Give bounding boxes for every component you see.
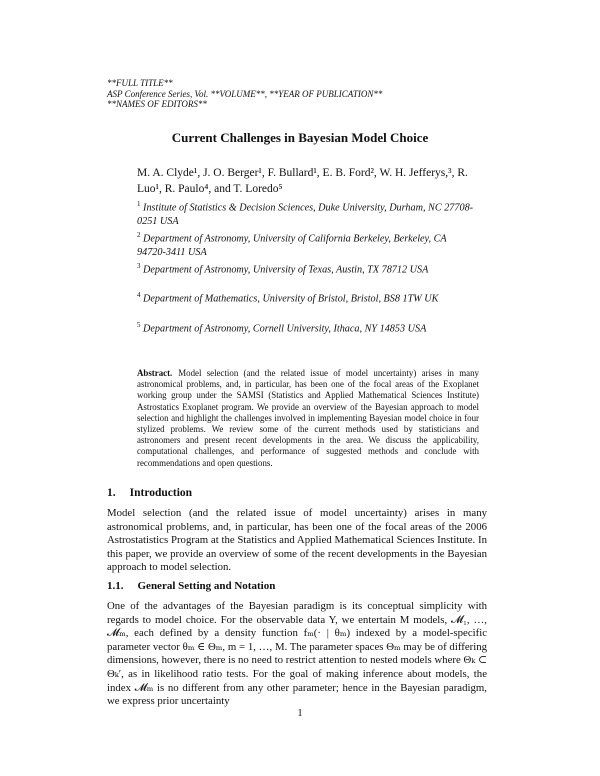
affiliation-text: Institute of Statistics & Decision Sciences, Duke University, Durham, NC 27708-0251 USA bbox=[137, 202, 474, 227]
abstract-label: Abstract. bbox=[137, 368, 173, 378]
abstract bbox=[137, 368, 479, 469]
section-heading-introduction bbox=[107, 487, 192, 499]
subsection-heading-general-setting bbox=[107, 580, 275, 592]
abstract-text: Model selection (and the related issue of model uncertainty) arises in many astronomical problems, and, in particular, has been one of the focal areas of the Exoplanet working group under the SAMSI (Statistics and Applied Mathematical Sciences Institute) Astrostatics Exoplanet program. We provide an overview of the Bayesian approach to model selection and highlight the challenges involved in implementing Bayesian model choice in four stylized problems. We review some of the current methods used by statisticians and astronomers and present recent developments in the area. We discuss the applicability, computational challenges, and performance of suggested methods and conclude with recommendations and open questions. bbox=[137, 368, 479, 468]
affiliation-text: Department of Astronomy, University of California Berkeley, Berkeley, CA 94720-3411 USA bbox=[137, 233, 447, 258]
running-header bbox=[107, 78, 382, 110]
affiliation-1 bbox=[137, 198, 477, 228]
introduction-paragraph: Model selection (and the related issue of model uncertainty) arises in many astronomical problems, and, in particular, has been one of the focal areas of the 2006 Astrostatistics Program at the Statistics and Applied Mathematical Sciences Institute. In this paper, we provide an overview of some of the recent developments in the Bayesian approach to model selection. bbox=[107, 507, 487, 574]
affiliation-number: 5 bbox=[137, 321, 141, 329]
affiliation-number: 1 bbox=[137, 200, 141, 208]
affiliation-number: 2 bbox=[137, 231, 141, 239]
general-setting-paragraph: One of the advantages of the Bayesian paradigm is its conceptual simplicity with regards to model choice. For the observable data Y, we entertain M models, 𝓜₁, …, 𝓜ₘ, each defined by a density function fₘ(· | θₘ) indexed by a model-specific parameter vector θₘ ∈ Θₘ, m = 1, …, M. The parameter spaces Θₘ may be of differing dimensions, however, there is no need to restrict attention to nested models where Θₖ ⊂ Θₖ′, as in likelihood ratio tests. For the goal of making inference about models, the index 𝓜ₘ is no different from any other parameter; hence in the Bayesian paradigm, we express prior uncertainty bbox=[107, 600, 487, 708]
subsection-number: 1.1. bbox=[107, 580, 124, 592]
affiliation-4 bbox=[137, 289, 477, 306]
affiliation-text: Department of Mathematics, University of Bristol, Bristol, BS8 1TW UK bbox=[143, 293, 439, 305]
affiliation-number: 3 bbox=[137, 262, 141, 270]
affiliation-2 bbox=[137, 229, 477, 259]
header-editors-line: **NAMES OF EDITORS** bbox=[107, 99, 207, 109]
header-title-line: **FULL TITLE** bbox=[107, 78, 173, 88]
affiliation-text: Department of Astronomy, Cornell University, Ithaca, NY 14853 USA bbox=[143, 323, 427, 335]
header-series-line: ASP Conference Series, Vol. **VOLUME**, **YEAR OF PUBLICATION** bbox=[107, 88, 383, 99]
section-number: 1. bbox=[107, 487, 116, 499]
affiliation-5 bbox=[137, 319, 477, 336]
affiliation-number: 4 bbox=[137, 291, 141, 299]
section-title: Introduction bbox=[129, 487, 193, 499]
affiliation-text: Department of Astronomy, University of Texas, Austin, TX 78712 USA bbox=[143, 264, 429, 276]
page-number: 1 bbox=[297, 708, 303, 719]
author-list: M. A. Clyde¹, J. O. Berger¹, F. Bullard¹, E. B. Ford², W. H. Jefferys,³, R. Luo¹, R. Paulo⁴, and T. Loredo⁵ bbox=[137, 167, 468, 195]
affiliation-3 bbox=[137, 260, 477, 277]
subsection-title: General Setting and Notation bbox=[137, 580, 276, 592]
paper-title: Current Challenges in Bayesian Model Choice bbox=[171, 130, 429, 145]
